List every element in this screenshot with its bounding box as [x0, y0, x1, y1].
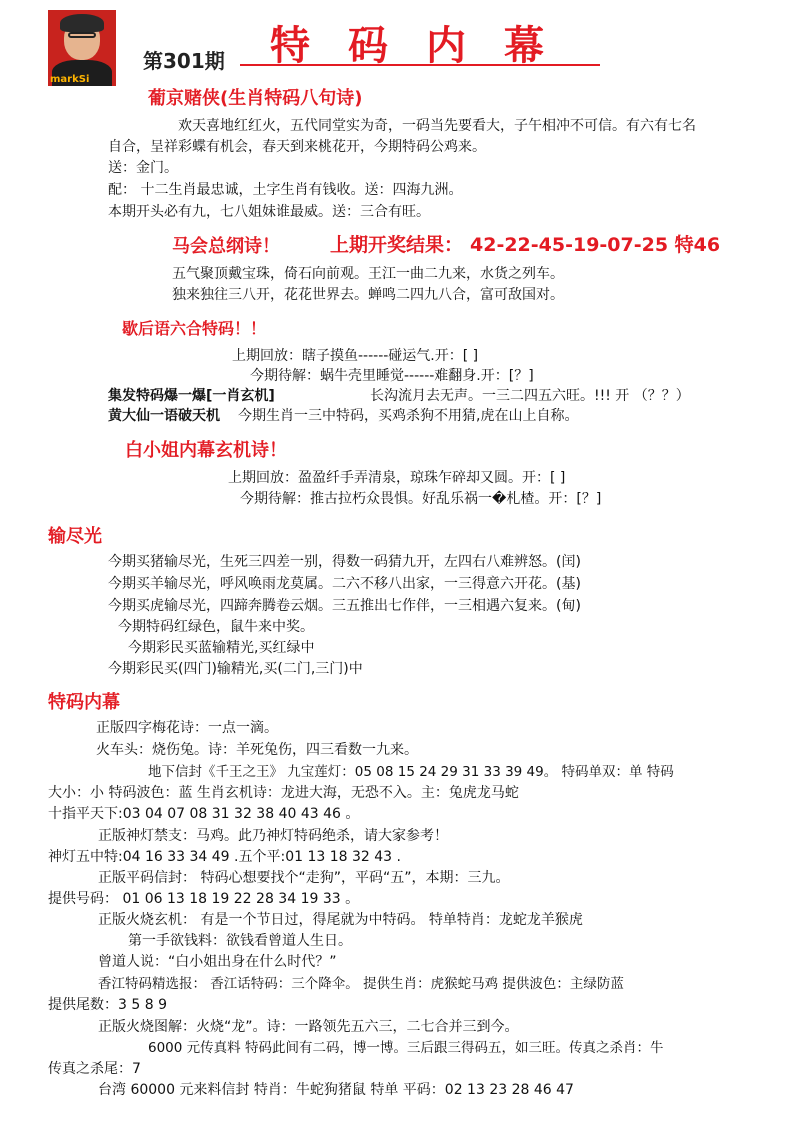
- xiehouyu-now: 今期待解：蜗牛壳里睡觉------难翻身.开：[？]: [250, 368, 534, 384]
- huangdaxian-text: 今期生肖一三中特码，买鸡杀狗不用猜,虎在山上自称。: [238, 408, 579, 424]
- pujing-line: 欢天喜地红红火，五代同堂实为奇，一码当先要看大，子午相冲不可信。有六有七名: [178, 118, 696, 134]
- issue-number: 第301期: [143, 49, 225, 73]
- neimu-line: 神灯五中特:04 16 33 34 49 .五个平:01 13 18 32 43 .: [48, 849, 401, 865]
- huangdaxian-label: 黄大仙一语破天机: [108, 408, 220, 424]
- neimu-line: 提供号码： 01 06 13 18 19 22 28 34 19 33 。: [48, 891, 360, 907]
- neimu-line: 正版火烧玄机： 有是一个节日过，得尾就为中特码。 特单特肖：龙蛇龙羊猴虎: [98, 912, 583, 928]
- neimu-line: 正版火烧图解：火烧“龙”。诗：一路领先五六三，二七合并三到今。: [98, 1019, 519, 1035]
- neimu-line: 第一手欲钱料：欲钱看曾道人生日。: [128, 933, 352, 949]
- mahui-line: 独来独往三八开，花花世界去。蝉鸣二四九八合，富可敌国对。: [172, 287, 564, 303]
- neimu-line: 大小：小 特码波色：蓝 生肖玄机诗：龙进大海，无恐不入。主：兔虎龙马蛇: [48, 785, 519, 801]
- section-title-temaneimu: 特码内幕: [48, 692, 120, 713]
- neimu-line: 6000 元传真料 特码此间有二码，博一博。三后跟三得码五，如三旺。传真之杀肖：牛: [148, 1040, 664, 1056]
- section-title-baixiaojie: 白小姐内幕玄机诗！: [125, 440, 287, 461]
- page-title: 特码内幕: [270, 22, 582, 69]
- pujing-line: 本期开头必有九，七八姐妹谁最威。送：三合有旺。: [108, 204, 430, 220]
- section-title-shujinguang: 输尽光: [48, 526, 102, 547]
- shujinguang-line: 今期买羊输尽光，呼风唤雨龙莫属。二六不移八出家，一三得意六开花。(基): [108, 576, 581, 592]
- shujinguang-line: 今期买虎输尽光，四蹄奔腾卷云烟。三五推出七作伴，一三相遇六复来。(甸): [108, 598, 581, 614]
- neimu-line: 台湾 60000 元来料信封 特肖：牛蛇狗猪鼠 特单 平码：02 13 23 28 46 47: [98, 1082, 574, 1098]
- neimu-line: 正版平码信封： 特码心想要找个“走狗”，平码“五”，本期：三九。: [98, 870, 510, 886]
- shujinguang-line: 今期彩民买蓝输精光,买红绿中: [128, 640, 315, 656]
- jifa-label: 集发特码爆一爆[一肖玄机]: [108, 388, 275, 404]
- shujinguang-line: 今期特码红绿色，鼠牛来中奖。: [118, 619, 314, 635]
- xiehouyu-last: 上期回放：瞎子摸鱼------碰运气.开：[ ]: [232, 348, 479, 364]
- author-photo: [48, 10, 116, 86]
- jifa-text: 长沟流月去无声。一三二四五六旺。!!! 开 （？？）: [370, 388, 690, 404]
- section-title-pujing: 葡京赌侠(生肖特码八句诗): [148, 88, 363, 109]
- neimu-line: 正版四字梅花诗：一点一滴。: [96, 720, 278, 736]
- last-result-value: 42-22-45-19-07-25 特46: [470, 234, 721, 256]
- pujing-line: 配： 十二生肖最忠诚，土字生肖有钱收。送：四海九洲。: [108, 182, 463, 198]
- photo-watermark: markSi: [50, 74, 90, 85]
- baixiaojie-now: 今期待解：推古拉朽众畏惧。好乱乐祸一�札楂。开：[？]: [240, 491, 602, 507]
- pujing-line: 送：金门。: [108, 160, 178, 176]
- shujinguang-line: 今期彩民买(四门)输精光,买(二门,三门)中: [108, 661, 363, 677]
- pujing-line: 自合，呈祥彩蝶有机会，春天到来桃花开，今期特码公鸡来。: [108, 139, 486, 155]
- mahui-line: 五气聚顶戴宝珠，倚石向前观。王江一曲二九来，水货之列车。: [172, 266, 564, 282]
- section-title-mahui: 马会总纲诗！: [172, 236, 280, 257]
- neimu-line: 地下信封《千王之王》 九宝莲灯：05 08 15 24 29 31 33 39 49。 特码单双：单 特码: [148, 764, 674, 780]
- last-result-label: 上期开奖结果：: [330, 234, 464, 256]
- neimu-line: 火车头：烧伤兔。诗：羊死兔伤，四三看数一九来。: [96, 742, 418, 758]
- neimu-line: 提供尾数：3 5 8 9: [48, 997, 167, 1013]
- shujinguang-line: 今期买猪输尽光，生死三四差一别，得数一码猜九开，左四右八难辨怒。(闰): [108, 554, 581, 570]
- section-title-xiehouyu: 歇后语六合特码！！: [122, 319, 267, 338]
- neimu-line: 香江特码精选报： 香江话特码：三个降伞。 提供生肖：虎猴蛇马鸡 提供波色：主绿防蓝: [98, 976, 624, 992]
- neimu-line: 正版神灯禁支：马鸡。此乃神灯特码绝杀，请大家参考！: [98, 828, 448, 844]
- neimu-line: 十指平天下:03 04 07 08 31 32 38 40 43 46 。: [48, 806, 360, 822]
- title-underline: [240, 64, 600, 66]
- baixiaojie-last: 上期回放：盈盈纤手弄清泉，琼珠乍碎却又圆。开：[ ]: [228, 470, 566, 486]
- neimu-line: 曾道人说：“白小姐出身在什么时代？”: [98, 954, 337, 970]
- neimu-line: 传真之杀尾：7: [48, 1061, 141, 1077]
